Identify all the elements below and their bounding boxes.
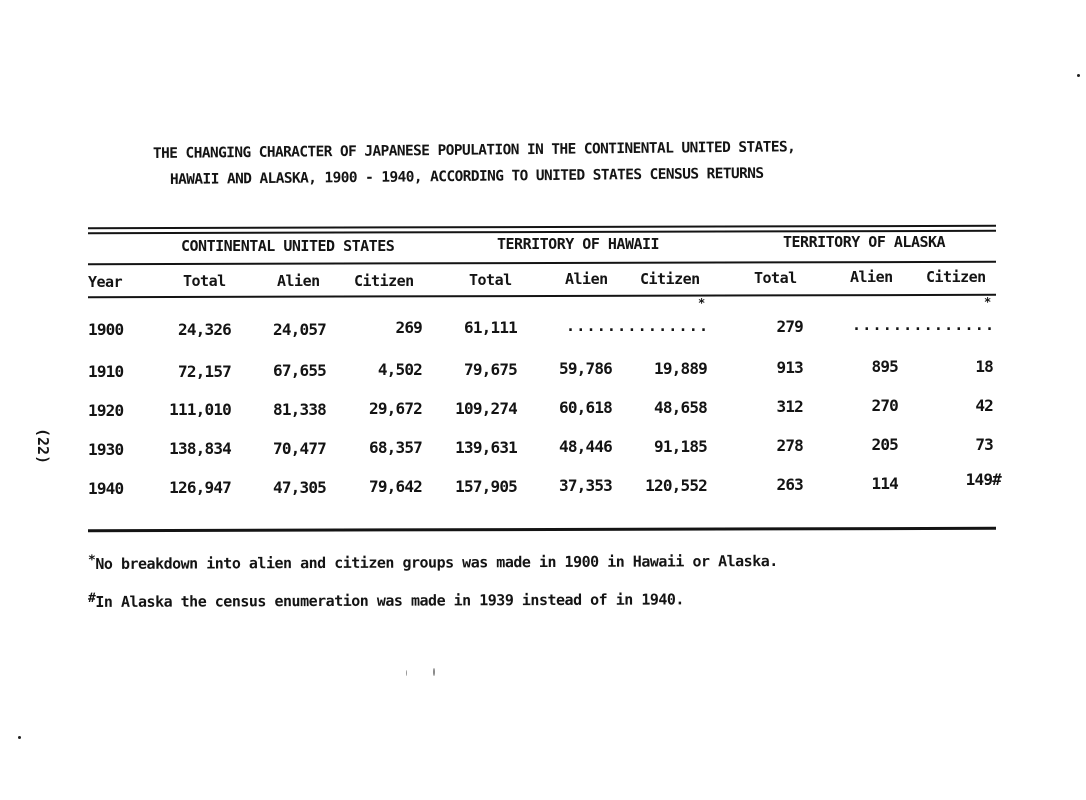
row-1940-haw-total: 157,905 [455, 477, 517, 496]
row-1930-cont-alien: 70,477 [273, 439, 326, 458]
row-1920-cont-total: 111,010 [169, 400, 231, 419]
row-1910-ala-total: 913 [776, 358, 803, 377]
row-1910-cont-alien: 67,655 [273, 361, 326, 380]
row-1920-cont-alien: 81,338 [273, 400, 326, 419]
footnote-hash-text: In Alaska the census enumeration was made in 1939 instead of in 1940. [95, 590, 684, 611]
column-header-cont-alien: Alien [277, 272, 320, 290]
bottom-rule [88, 527, 996, 532]
footnote-no-breakdown [88, 552, 778, 573]
column-header-haw-alien: Alien [565, 270, 608, 288]
column-header-ala-alien: Alien [850, 268, 893, 286]
column-header-rule [88, 294, 996, 298]
row-1920-haw-total: 109,274 [455, 399, 517, 418]
row-1910-haw-total: 79,675 [464, 360, 517, 379]
row-1920-cont-citizen: 29,672 [369, 399, 422, 418]
footnote-alaska-1939 [88, 590, 684, 611]
row-1920-haw-citizen: 48,658 [654, 398, 707, 417]
row-1900-ala-total: 279 [776, 317, 803, 336]
column-header-ala-total: Total [754, 269, 797, 287]
top-rule [88, 225, 996, 229]
group-header-continental: CONTINENTAL UNITED STATES [181, 237, 395, 255]
footnote-star-text: No breakdown into alien and citizen groups was made in 1900 in Hawaii or Alaska. [95, 551, 778, 573]
row-1900-haw-no-breakdown: .............. [566, 317, 710, 335]
column-header-ala-citizen: Citizen [926, 268, 986, 286]
table-title-line-1: THE CHANGING CHARACTER OF JAPANESE POPULATION IN THE CONTINENTAL UNITED STATES, [152, 139, 796, 162]
column-header-cont-total: Total [183, 272, 226, 290]
row-1910-cont-total: 72,157 [178, 362, 231, 381]
row-1940-haw-alien: 37,353 [559, 476, 612, 495]
table-title-line-2: HAWAII AND ALASKA, 1900 - 1940, ACCORDING TO UNITED STATES CENSUS RETURNS [169, 165, 764, 188]
row-1930-ala-total: 278 [776, 436, 803, 455]
scan-speck [433, 668, 435, 676]
row-1910-ala-alien: 895 [871, 357, 898, 376]
row-1910-ala-citizen: 18 [975, 357, 993, 376]
footnote-star-mark: * [87, 552, 96, 568]
group-header-hawaii: TERRITORY OF HAWAII [497, 235, 660, 253]
row-1930-haw-citizen: 91,185 [654, 437, 707, 456]
column-header-cont-citizen: Citizen [354, 272, 414, 290]
row-1920-ala-total: 312 [776, 397, 803, 416]
row-1940-cont-citizen: 79,642 [369, 477, 422, 496]
row-1930-cont-total: 138,834 [169, 439, 231, 458]
row-1940-ala-alien: 114 [871, 474, 898, 493]
column-header-haw-total: Total [469, 271, 512, 289]
hawaii-citizen-footnote-mark: * [698, 296, 706, 310]
row-1900-haw-total: 61,111 [464, 318, 517, 337]
row-1920-ala-citizen: 42 [975, 396, 993, 415]
row-1930-haw-alien: 48,446 [559, 437, 612, 456]
row-1930-haw-total: 139,631 [455, 438, 517, 457]
scan-speck [18, 736, 21, 739]
row-1900-cont-total: 24,326 [178, 320, 231, 339]
row-1930-cont-citizen: 68,357 [369, 438, 422, 457]
column-header-haw-citizen: Citizen [640, 270, 700, 288]
row-1940-haw-citizen: 120,552 [645, 476, 707, 495]
row-1930-ala-citizen: 73 [975, 435, 993, 454]
row-1910-year: 1910 [88, 362, 124, 381]
row-1920-haw-alien: 60,618 [559, 398, 612, 417]
row-1940-ala-citizen: 149# [965, 470, 1001, 489]
row-1910-haw-citizen: 19,889 [654, 359, 707, 378]
row-1900-cont-citizen: 269 [395, 318, 422, 337]
row-1940-year: 1940 [88, 479, 124, 498]
scan-speck [1077, 74, 1080, 77]
row-1900-year: 1900 [88, 320, 124, 339]
group-header-rule [88, 261, 996, 265]
row-1910-haw-alien: 59,786 [559, 359, 612, 378]
row-1930-ala-alien: 205 [871, 435, 898, 454]
page-number: (22) [34, 428, 52, 465]
group-header-alaska: TERRITORY OF ALASKA [783, 233, 946, 251]
row-1900-ala-no-breakdown: .............. [852, 316, 996, 334]
row-1920-year: 1920 [88, 401, 124, 420]
row-1930-year: 1930 [88, 440, 124, 459]
scan-speck [406, 670, 407, 676]
footnote-hash-mark: # [87, 590, 96, 606]
row-1900-cont-alien: 24,057 [273, 320, 326, 339]
row-1920-ala-alien: 270 [871, 396, 898, 415]
row-1940-cont-alien: 47,305 [273, 478, 326, 497]
alaska-citizen-footnote-mark: * [984, 295, 992, 309]
row-1940-cont-total: 126,947 [169, 478, 231, 497]
row-1910-cont-citizen: 4,502 [377, 360, 422, 379]
row-1940-ala-total: 263 [776, 475, 803, 494]
column-header-year: Year [88, 273, 123, 291]
